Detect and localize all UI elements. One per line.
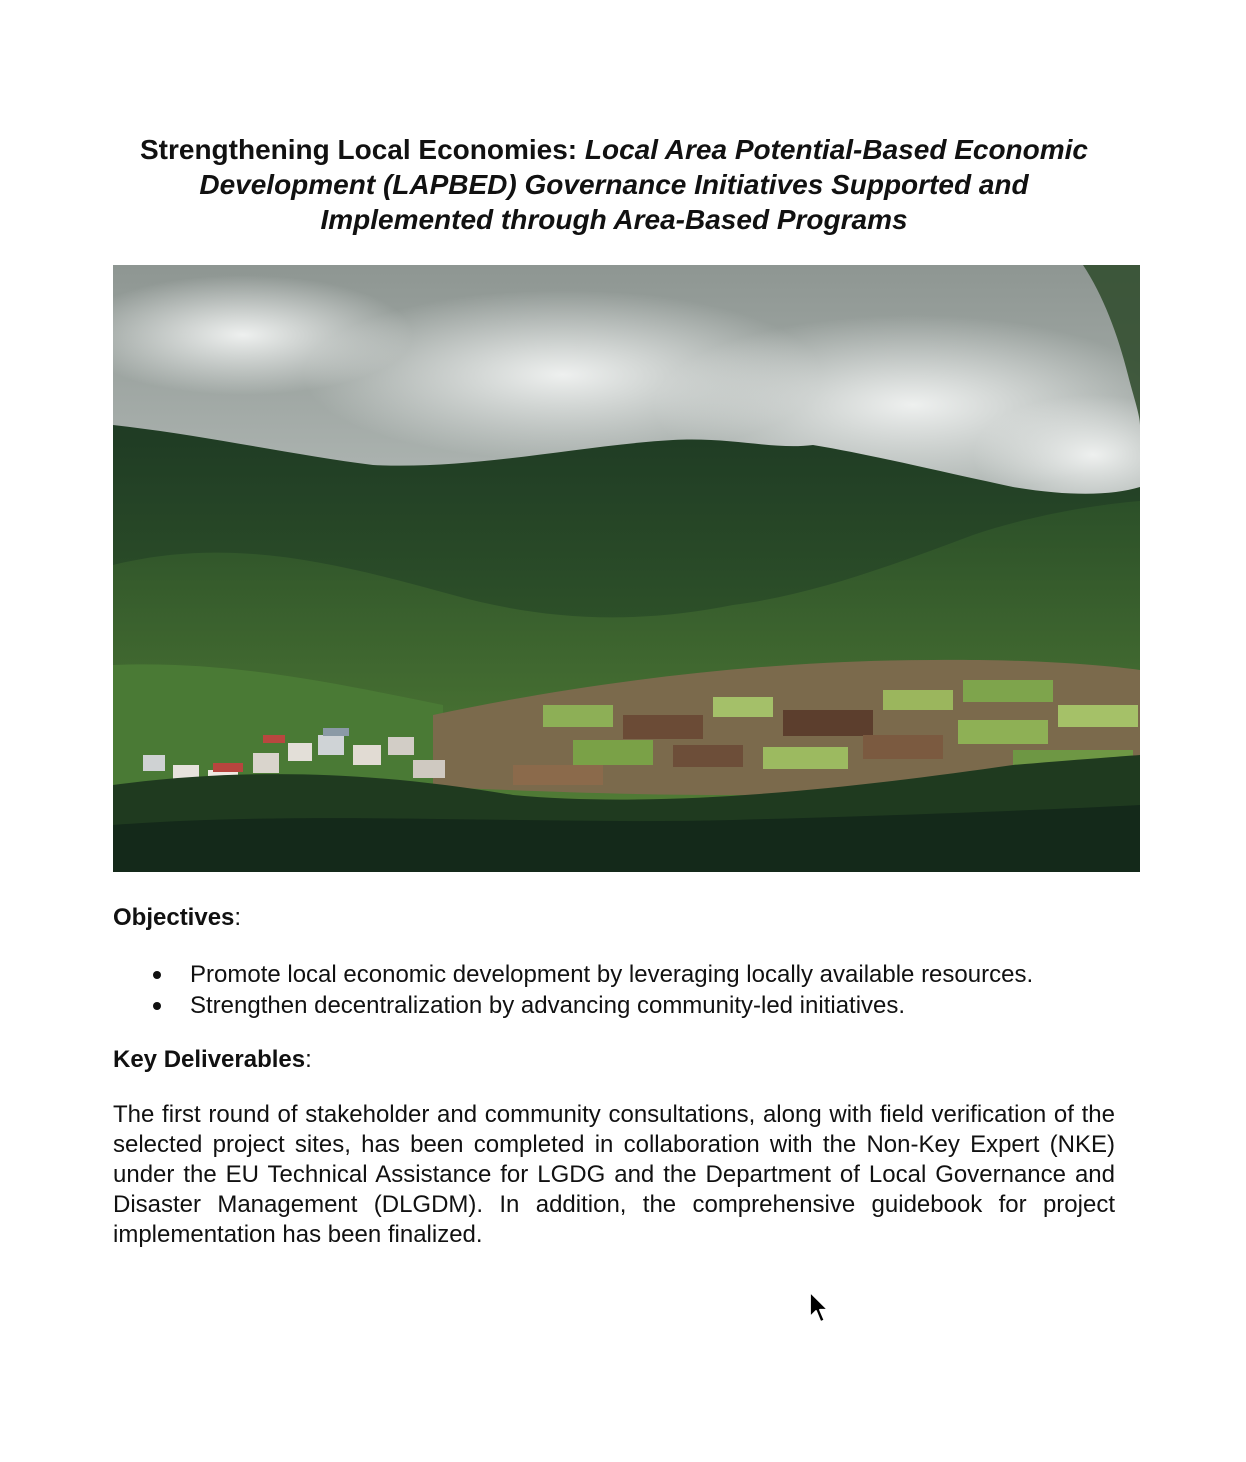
mouse-pointer-icon [808,1291,830,1325]
objectives-heading [113,903,241,933]
list-item [113,959,1123,990]
valley-landscape-photo [113,265,1140,872]
bullet-icon [153,1002,161,1010]
key-deliverables-heading [113,1045,312,1075]
page-title [110,132,1118,237]
objectives-heading-label: Objectives [113,904,235,931]
title-emphasis: Local Area Potential-Based Economic Development (LAPBED) Governance Initiatives Supported and Implemented through Area-Based Programs [199,134,1089,235]
key-deliverables-paragraph: The first round of stakeholder and community consultations, along with field verification of the selected project sites, has been completed in collaboration with the Non-Key Expert (NKE) under the EU Technical Assistance for LGDG and the Department of Local Governance and Disaster Management (DLGDM). In addition, the comprehensive guidebook for project implementation has been finalized. [113,1101,1115,1248]
title-prefix: Strengthening Local Economies: [139,134,585,165]
key-deliverables-heading-colon: : [305,1046,312,1073]
key-deliverables-heading-label: Key Deliverables [113,1046,306,1073]
objectives-heading-colon: : [234,904,242,931]
objective-text: Strengthen decentralization by advancing community-led initiatives. [190,992,906,1019]
list-item [113,990,1123,1021]
objectives-list [113,959,1123,1021]
bullet-icon [153,971,161,979]
objective-text: Promote local economic development by leveraging locally available resources. [190,961,1034,988]
